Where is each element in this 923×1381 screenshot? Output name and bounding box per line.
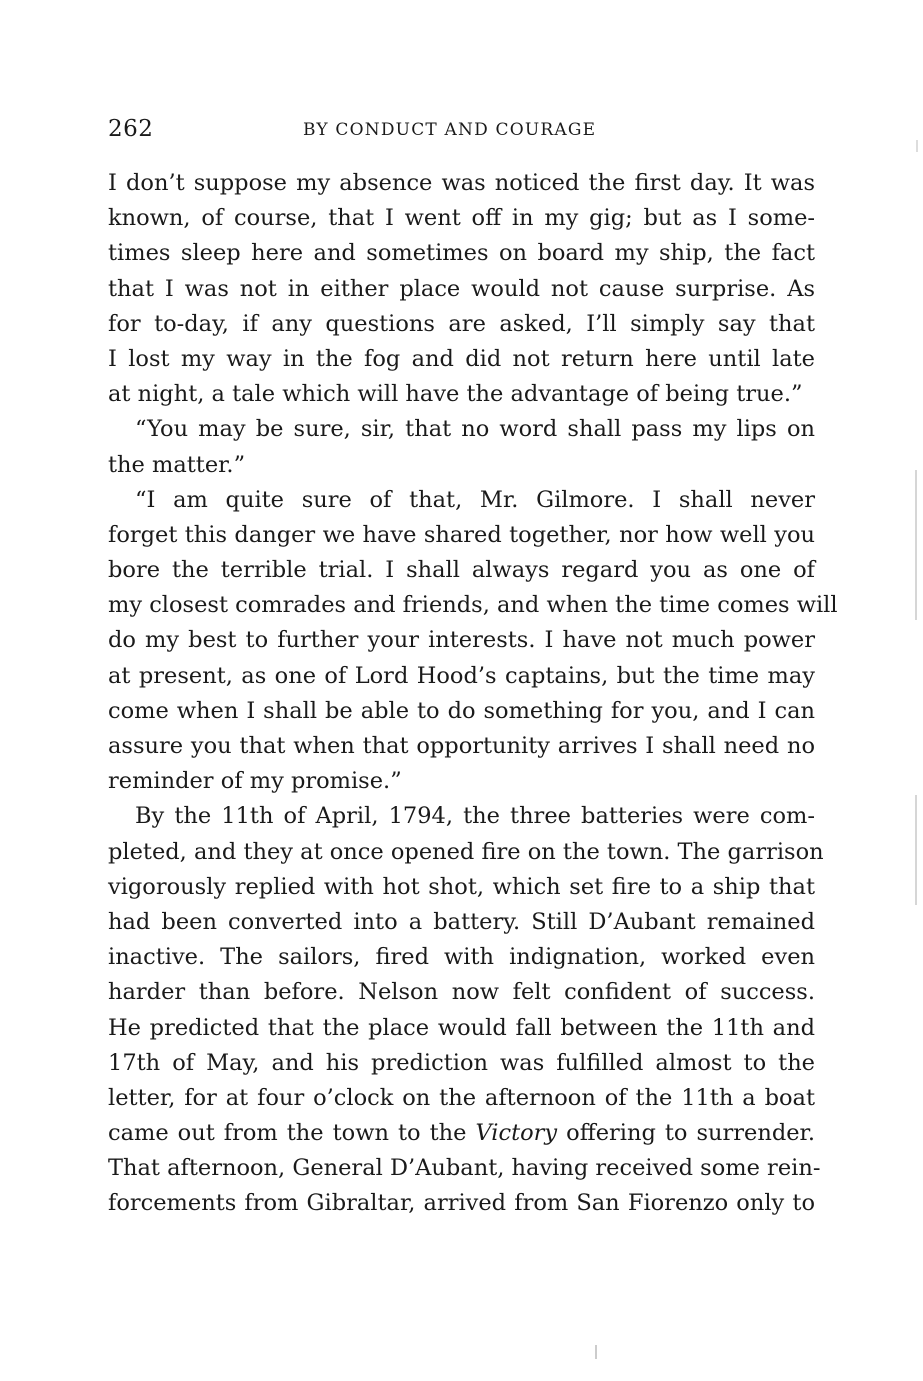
text-line: bore the terrible trial. I shall always regard you as one of (108, 557, 815, 584)
text-fragment: offering to surrender. (557, 1120, 815, 1147)
scan-speck (595, 1345, 597, 1359)
text-line: come when I shall be able to do something for you, and I can (108, 697, 815, 724)
text-fragment: came out from the town to the (108, 1120, 476, 1147)
paragraph-1 (108, 166, 815, 412)
text-line: forget this danger we have shared together, nor how well you (108, 521, 815, 548)
paragraph-2 (108, 412, 815, 482)
text-line: at present, as one of Lord Hood’s captains, but the time may (108, 662, 815, 689)
text-line: I don’t suppose my absence was noticed the first day. It was (108, 170, 815, 196)
page-number: 262 (108, 116, 154, 142)
text-line: letter, for at four o’clock on the afternoon of the 11th a boat (108, 1084, 815, 1111)
text-line: pleted, and they at once opened fire on the town. The garrison (108, 838, 824, 865)
text-line: for to-day, if any questions are asked, I’ll simply say that (108, 310, 815, 337)
text-line: at night, a tale which will have the advantage of being true.” (108, 381, 803, 408)
text-line: “You may be sure, sir, that no word shall pass my lips on (135, 416, 815, 443)
scan-speck (916, 140, 918, 152)
text-line: I lost my way in the fog and did not return here until late (108, 345, 815, 372)
text-line: the matter.” (108, 451, 246, 478)
text-line: inactive. The sailors, fired with indignation, worked even (108, 944, 815, 971)
text-line: my closest comrades and friends, and when the time comes will (108, 592, 838, 619)
text-line: forcements from Gibraltar, arrived from San Fiorenzo only to (108, 1190, 815, 1217)
paragraph-3 (108, 483, 838, 800)
text-line: reminder of my promise.” (108, 768, 402, 795)
scan-speck (915, 470, 917, 620)
text-line: harder than before. Nelson now felt confident of success. (108, 979, 815, 1006)
ship-name: Victory (475, 1120, 558, 1147)
text-line: 17th of May, and his prediction was fulfilled almost to the (108, 1049, 815, 1076)
text-line: He predicted that the place would fall between the 11th and (108, 1014, 815, 1041)
text-line: that I was not in either place would not cause surprise. As (108, 275, 815, 302)
text-line: do my best to further your interests. I have not much power (108, 627, 815, 654)
text-line: vigorously replied with hot shot, which set fire to a ship that (108, 873, 815, 900)
text-line: had been converted into a battery. Still D’Aubant remained (108, 908, 815, 935)
body-text (108, 166, 838, 1222)
text-line-victory (108, 1116, 815, 1151)
text-line: By the 11th of April, 1794, the three batteries were com- (135, 803, 815, 830)
text-line: assure you that when that opportunity arrives I shall need no (108, 733, 815, 759)
running-head: BY CONDUCT AND COURAGE (303, 120, 597, 140)
text-line: “I am quite sure of that, Mr. Gilmore. I shall never (135, 486, 815, 513)
page-header (108, 116, 815, 146)
text-line: That afternoon, General D’Aubant, having received some rein- (108, 1155, 821, 1182)
scan-speck (915, 795, 917, 905)
paragraph-4 (108, 799, 824, 1221)
text-line: known, of course, that I went off in my gig; but as I some- (108, 205, 815, 232)
text-line: times sleep here and sometimes on board my ship, the fact (108, 240, 815, 267)
